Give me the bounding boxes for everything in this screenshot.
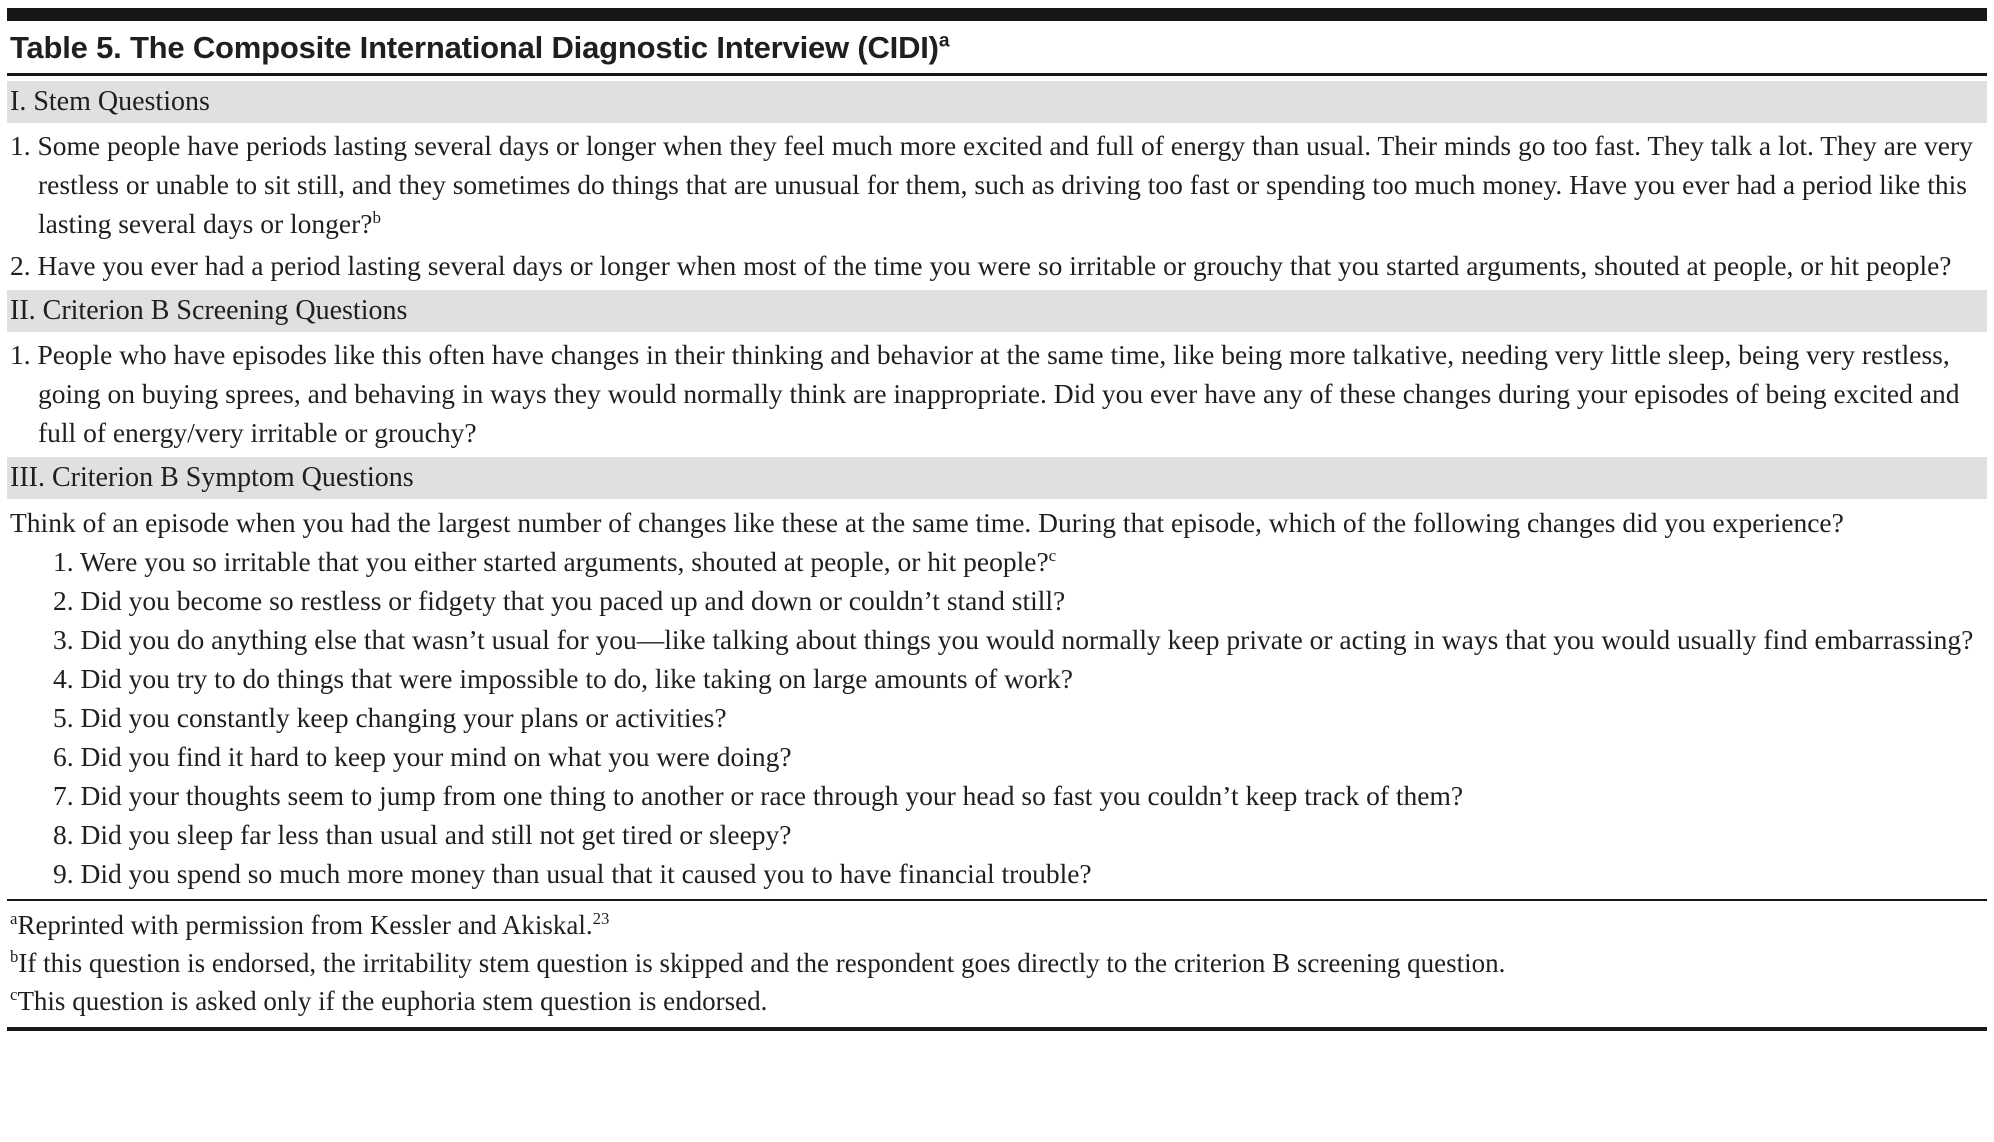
section-heading-criterion-b-screening: II. Criterion B Screening Questions xyxy=(7,290,1987,332)
question-number: 4. xyxy=(53,663,74,694)
symptom-item xyxy=(53,542,1987,581)
question-item xyxy=(7,246,1987,285)
symptom-item xyxy=(53,854,1987,893)
question-text: Did you find it hard to keep your mind on what you were doing? xyxy=(80,741,792,772)
question-text: Did you spend so much more money than usual that it caused you to have financial trouble? xyxy=(80,858,1092,889)
table-title xyxy=(7,21,1987,76)
section-stem-questions xyxy=(7,81,1987,285)
section-criterion-b-symptom xyxy=(7,457,1987,893)
section-criterion-b-screening xyxy=(7,290,1987,452)
footnote-b-text: If this question is endorsed, the irritability stem question is skipped and the respondent goes directly to the criterion B screening question. xyxy=(18,948,1506,978)
footnote-c-marker: c xyxy=(10,985,18,1004)
footnote-a-marker: a xyxy=(10,909,18,928)
question-item xyxy=(7,126,1987,243)
table-title-text: Table 5. The Composite International Diagnostic Interview (CIDI) xyxy=(10,30,939,65)
symptom-item xyxy=(53,815,1987,854)
footnote-b-marker: b xyxy=(10,947,19,966)
question-text: Did your thoughts seem to jump from one thing to another or race through your head so fast you couldn’t keep track of them? xyxy=(80,780,1464,811)
question-number: 5. xyxy=(53,702,74,733)
question-text: People who have episodes like this often have changes in their thinking and behavior at the same time, like being more talkative, needing very little sleep, being very restless, going on buying sprees, and behaving in ways they would normally think are inappropriate. Did you ever have any of these changes during your episodes of being excited and full of energy/very irritable or grouchy? xyxy=(37,339,1960,448)
question-text: Did you do anything else that wasn’t usual for you—like talking about things you would normally keep private or acting in ways that you would usually find embarrassing? xyxy=(80,624,1974,655)
question-text: Have you ever had a period lasting several days or longer when most of the time you were so irritable or grouchy that you started arguments, shouted at people, or hit people? xyxy=(37,250,1952,281)
table-title-footnote-marker: a xyxy=(938,30,950,52)
table-top-rule xyxy=(7,8,1987,21)
question-number: 1. xyxy=(53,546,74,577)
footnote-marker-c: c xyxy=(1048,545,1057,565)
table-bottom-rule xyxy=(7,1027,1987,1031)
footnote-marker-b: b xyxy=(372,207,381,227)
question-text: Did you try to do things that were impossible to do, like taking on large amounts of work? xyxy=(80,663,1073,694)
question-text: Did you sleep far less than usual and still not get tired or sleepy? xyxy=(80,819,792,850)
question-number: 7. xyxy=(53,780,74,811)
question-number: 1. xyxy=(10,339,31,370)
footnote-c-text: This question is asked only if the euphoria stem question is endorsed. xyxy=(17,986,768,1016)
symptom-intro-text: Think of an episode when you had the largest number of changes like these at the same time. During that episode, which of the following changes did you experience? xyxy=(10,507,1844,538)
footnote-a-text: Reprinted with permission from Kessler and Akiskal. xyxy=(17,910,593,940)
section-heading-criterion-b-symptom: III. Criterion B Symptom Questions xyxy=(7,457,1987,499)
question-text: Did you become so restless or fidgety that you paced up and down or couldn’t stand still? xyxy=(80,585,1066,616)
footnote-c xyxy=(10,982,1984,1020)
section-heading-stem-questions: I. Stem Questions xyxy=(7,81,1987,123)
question-number: 3. xyxy=(53,624,74,655)
symptom-item xyxy=(53,620,1987,659)
footnote-b xyxy=(10,944,1984,982)
question-number: 8. xyxy=(53,819,74,850)
symptom-item xyxy=(53,698,1987,737)
question-number: 1. xyxy=(10,130,31,161)
question-item xyxy=(7,335,1987,452)
question-text: Some people have periods lasting several days or longer when they feel much more excited and full of energy than usual. Their minds go too fast. They talk a lot. They are very restless or unable to sit still, and they sometimes do things that are unusual for them, such as driving too fast or spending too much money. Have you ever had a period like this lasting several days or longer? xyxy=(37,130,1973,239)
symptom-item xyxy=(53,659,1987,698)
footnote-a xyxy=(10,906,1984,944)
footnotes xyxy=(7,899,1987,1027)
cidi-table xyxy=(7,8,1987,1031)
symptom-item xyxy=(53,776,1987,815)
footnote-a-reference-number: 23 xyxy=(592,909,610,928)
symptom-item xyxy=(53,581,1987,620)
question-text: Did you constantly keep changing your plans or activities? xyxy=(80,702,727,733)
symptom-item xyxy=(53,737,1987,776)
question-number: 2. xyxy=(53,585,74,616)
question-number: 9. xyxy=(53,858,74,889)
question-number: 2. xyxy=(10,250,31,281)
question-number: 6. xyxy=(53,741,74,772)
question-text: Were you so irritable that you either started arguments, shouted at people, or hit people? xyxy=(80,546,1049,577)
